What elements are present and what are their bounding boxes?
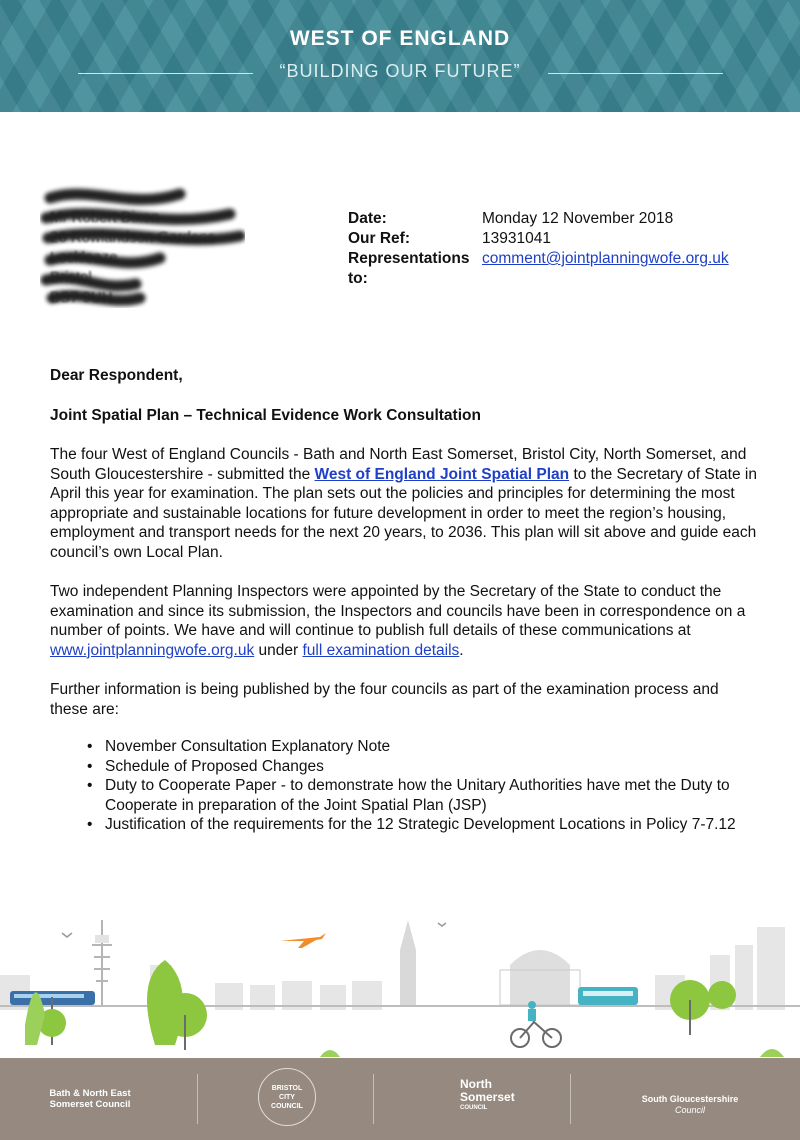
bird-icon [62, 933, 72, 937]
banner-subtitle: “BUILDING OUR FUTURE” [279, 61, 521, 81]
bath-council-logo: Bath & North East Somerset Council [49, 1088, 131, 1110]
list-item: • November Consultation Explanatory Note [87, 737, 760, 757]
arched-building [500, 950, 580, 1005]
address-line: Mr Robert Dixon [50, 209, 160, 226]
church-spire [400, 920, 416, 1005]
banner-title: WEST OF ENGLAND [289, 27, 511, 50]
bird-icon [438, 923, 446, 926]
address-line: Bristol [50, 269, 92, 286]
salutation: Dear Respondent, [50, 367, 183, 384]
recipient-address [50, 208, 215, 308]
ref-value: 13931041 [482, 230, 551, 247]
plane-icon [280, 933, 326, 948]
north-somerset-logo: North Somerset COUNCIL [460, 1077, 515, 1111]
header-banner [0, 0, 800, 112]
footer-logos [0, 1058, 800, 1140]
south-glos-council-logo: South Gloucestershire Council [641, 1094, 739, 1115]
documents-list [50, 737, 760, 835]
address-line: BS7 9UH [50, 289, 113, 306]
date-value: Monday 12 November 2018 [482, 210, 674, 227]
ref-label: Our Ref: [348, 230, 410, 247]
examination-details-link[interactable]: full examination details [302, 641, 460, 659]
representations-label-to: to: [348, 270, 368, 287]
representations-label: Representations [348, 250, 470, 267]
paragraph-2: Two independent Planning Inspectors were appointed by the Secretary of the State to conduct the examination and since its submission, the Inspectors and councils have been in correspondence on a number of points. We have and will continue to publish full details of these communications at www.jointplanningwofe.org.uk under full examination details. [50, 583, 746, 659]
paragraph-3: Further information is being published by the four councils as part of the examination process and these are: [50, 681, 719, 718]
website-link[interactable]: www.jointplanningwofe.org.uk [50, 641, 255, 659]
tower-icon [92, 920, 112, 1005]
list-item: • Schedule of Proposed Changes [87, 757, 760, 777]
address-line: 26 Rowlandson Gardens [50, 229, 216, 246]
cyclist-icon [511, 1001, 561, 1047]
address-line: Lockleaze [50, 249, 118, 266]
letter-body [50, 366, 760, 835]
jsp-link[interactable]: West of England Joint Spatial Plan [314, 465, 570, 483]
background-buildings [0, 927, 785, 1010]
cityscape-illustration [0, 905, 800, 1060]
list-item: • Justification of the requirements for the 12 Strategic Development Locations in Policy 7-7.12 [87, 815, 760, 835]
date-label: Date: [348, 210, 387, 227]
letter-heading: Joint Spatial Plan – Technical Evidence Work Consultation [50, 406, 481, 424]
paragraph-1: The four West of England Councils - Bath and North East Somerset, Bristol City, North Somerset, and South Gloucestershire - submitted the West of England Joint Spatial Plan to the Secretary of State in April this year for examination. The plan sets out the policies and principles for determining the most appropriate and sustainable locations for future development in order to meet the region’s housing, employment and transport needs for the next 20 years, to 2036. This plan will sit above and guide each council’s own Local Plan. [50, 446, 757, 561]
representations-email-link[interactable]: comment@jointplanningwofe.org.uk [482, 250, 729, 267]
bristol-council-logo: BRISTOL CITY COUNCIL [258, 1068, 320, 1126]
list-item: • Duty to Cooperate Paper - to demonstrate how the Unitary Authorities have met the Duty to Cooperate in preparation of the Joint Spatial Plan (JSP) [87, 776, 760, 815]
